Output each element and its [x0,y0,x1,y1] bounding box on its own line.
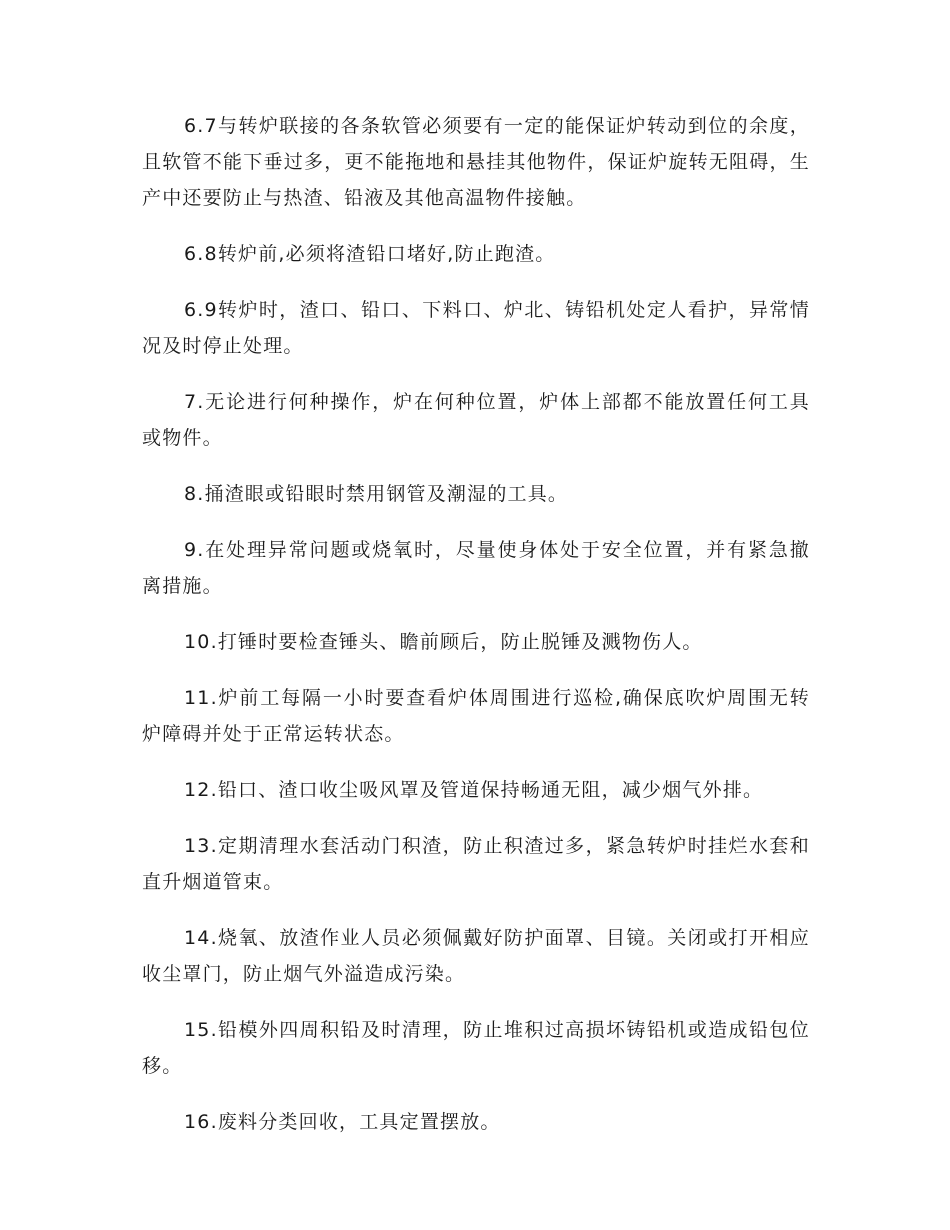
paragraph-13: 13.定期清理水套活动门积渣，防止积渣过多，紧急转炉时挂烂水套和直升烟道管束。 [142,835,810,893]
paragraph-10: 10.打锤时要检查锤头、瞻前顾后，防止脱锤及溅物伤人。 [184,631,703,653]
paragraph-6-7: 6.7与转炉联接的各条软管必须要有一定的能保证炉转动到位的余度，且软管不能下垂过多，更不能拖地和悬挂其他物件，保证炉旋转无阻碍，生产中还要防止与热渣、铅液及其他高温物件接触。 [142,115,810,209]
paragraph-11: 11.炉前工每隔一小时要查看炉体周围进行巡检,确保底吹炉周围无转炉障碍并处于正常运转状态。 [142,687,810,745]
paragraph-15: 15.铅模外四周积铅及时清理，防止堆积过高损坏铸铅机或造成铅包位移。 [142,1019,810,1077]
paragraph-14: 14.烧氧、放渣作业人员必须佩戴好防护面罩、目镜。关闭或打开相应收尘罩门，防止烟气外溢造成污染。 [142,927,810,985]
document-body [142,108,810,1160]
paragraph-16: 16.废料分类回收，工具定置摆放。 [184,1111,501,1133]
paragraph-6-9: 6.9转炉时，渣口、铅口、下料口、炉北、铸铅机处定人看护，异常情况及时停止处理。 [142,299,810,357]
paragraph-8: 8.捅渣眼或铅眼时禁用钢管及潮湿的工具。 [184,483,569,505]
paragraph-12: 12.铅口、渣口收尘吸风罩及管道保持畅通无阻，减少烟气外排。 [184,779,764,801]
paragraph-6-8: 6.8转炉前,必须将渣铅口堵好,防止跑渣。 [184,243,556,265]
paragraph-9: 9.在处理异常问题或烧氧时，尽量使身体处于安全位置，并有紧急撤离措施。 [142,539,810,597]
paragraph-7: 7.无论进行何种操作，炉在何种位置，炉体上部都不能放置任何工具或物件。 [142,391,810,449]
